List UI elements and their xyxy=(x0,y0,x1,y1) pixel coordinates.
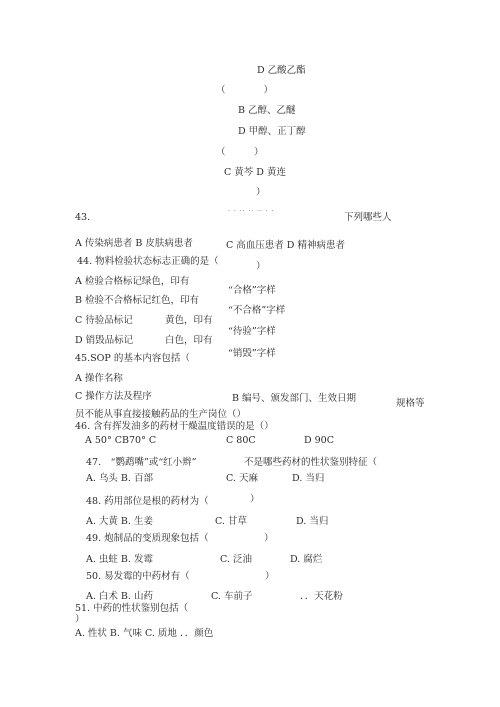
option-line: B 乙醇、乙醚 xyxy=(238,105,296,116)
question-title: 51. 中药的性状鉴别包括（ xyxy=(75,603,189,614)
question-title: 46. 含有挥发油多的药材干燥温度错误的是（） xyxy=(75,421,274,432)
option-line: A 检验合格标记绿色，印有 xyxy=(75,276,190,287)
option-line: 黄色，印有 xyxy=(165,315,213,326)
faint-overlap-marks: · · ·· ·· ·· · · xyxy=(228,208,275,215)
option-line: C 80C xyxy=(226,435,256,446)
question-title: 49. 炮制品的变质现象包括（ xyxy=(86,533,209,544)
option-line: ．．天花粉 xyxy=(300,591,343,602)
option-line: C 黄芩 D 黄连 xyxy=(224,167,286,178)
option-line: C. 甘草 xyxy=(215,516,247,527)
option-line: C 高血压患者 D 精神病患者 xyxy=(226,240,345,251)
option-line: C. 天麻 xyxy=(226,473,258,484)
option-line: B 检验不合格标记红色，印有 xyxy=(75,295,200,306)
closing-parenthesis: ） xyxy=(250,494,260,505)
closing-parenthesis: ） xyxy=(75,614,85,625)
option-line: A 操作名称 xyxy=(75,373,123,384)
option-line: A. 大黄 B. 生姜 xyxy=(86,516,153,527)
option-line: C 待验品标记 xyxy=(75,315,133,326)
option-label: “待验”字样 xyxy=(228,326,276,337)
question-text: 员不能从事直接接触药品的生产岗位（） xyxy=(75,409,247,420)
option-line: D. 当归 xyxy=(292,473,325,484)
question-title: 44. 物料检验状态标志正确的是（ xyxy=(77,256,219,267)
option-line: C 操作方法及程序 xyxy=(75,391,152,402)
option-line: C. 车前子 xyxy=(211,591,253,602)
closing-parenthesis: ） xyxy=(265,571,275,582)
question-text: 下列哪些人 xyxy=(344,212,392,223)
question-title: 45.SOP 的基本内容包括（ xyxy=(75,353,190,364)
option-line: A. 虫蛀 B. 发霉 xyxy=(86,554,153,565)
option-line: A. 乌头 B. 百部 xyxy=(86,473,153,484)
option-line: D 销毁品标记 xyxy=(75,335,134,346)
closing-parenthesis: ） xyxy=(256,261,266,272)
option-line: D. 当归 xyxy=(296,516,329,527)
option-line: A 传染病患者 B 皮肤病患者 xyxy=(75,238,193,249)
option-line: D 90C xyxy=(304,435,334,446)
blank-parentheses: （ ） xyxy=(216,85,274,96)
option-line: D 乙酸乙酯 xyxy=(257,65,306,76)
option-line: D. 腐烂 xyxy=(290,554,323,565)
option-line: D 甲醇、正丁醇 xyxy=(238,126,306,137)
question-title: 50. 易发霉的中药材有（ xyxy=(86,571,190,582)
option-label: “销毁”字样 xyxy=(228,348,276,359)
question-title: 47. “鹦鹉嘴”或“红小辫” xyxy=(86,457,197,468)
option-line: B 编号、颁发部门、生效日期 xyxy=(232,393,357,404)
closing-parenthesis: ） xyxy=(256,187,266,198)
option-label: “合格”字样 xyxy=(228,285,276,296)
option-line: A. 性状 B. 气味 C. 质地 ．．颜色 xyxy=(75,628,214,639)
blank-parentheses: （ ） xyxy=(216,147,264,158)
option-label: “不合格”字样 xyxy=(228,305,286,316)
question-title: 48. 药用部位是根的药材为（ xyxy=(86,496,209,507)
closing-parenthesis: ） xyxy=(264,533,274,544)
option-line: A 50° CB70° C xyxy=(85,435,157,446)
option-line: A. 白术 B. 山药 xyxy=(86,591,153,602)
option-line: C. 泛油 xyxy=(220,554,252,565)
question-number: 43. xyxy=(75,212,91,223)
option-line: 白色，印有 xyxy=(165,335,213,346)
question-title: 不是哪些药材的性状鉴别特征（ xyxy=(244,457,378,468)
question-text: 规格等 xyxy=(396,398,425,409)
